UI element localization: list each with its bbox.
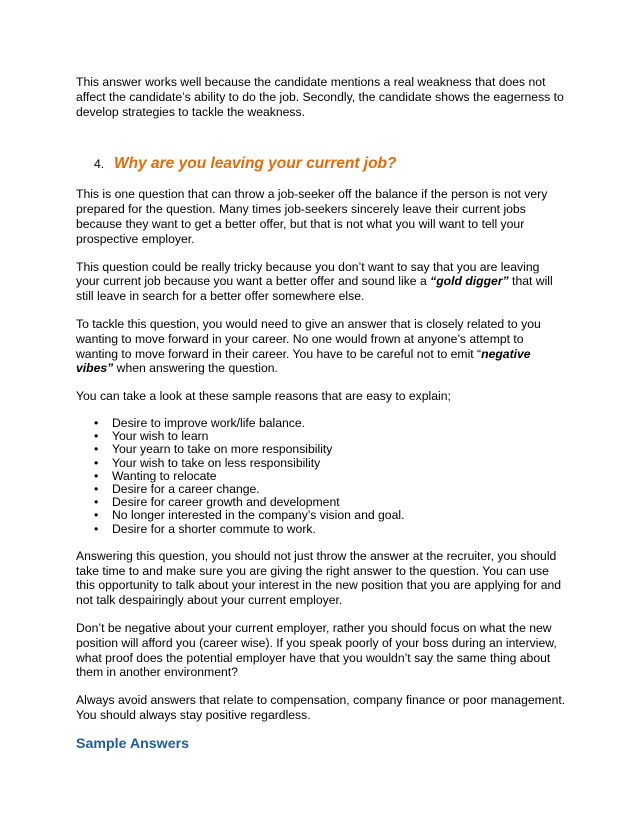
bullet-icon: •: [94, 442, 99, 457]
bullet-icon: •: [94, 415, 99, 430]
question-heading: [76, 155, 566, 173]
list-item: [76, 523, 566, 536]
bullet-icon: •: [94, 495, 99, 510]
list-item-text: No longer interested in the company’s vision and goal.: [112, 508, 405, 523]
list-item-text: Your yearn to take on more responsibility: [112, 442, 333, 457]
paragraph-4: You can take a look at these sample reasons that are easy to explain;: [76, 389, 451, 404]
question-title: Why are you leaving your current job?: [114, 155, 397, 173]
list-item-text: Wanting to relocate: [112, 468, 217, 483]
question-number: 4.: [94, 157, 105, 172]
list-item-text: Desire for a career change.: [112, 481, 260, 496]
list-item-text: Your wish to take on less responsibility: [112, 455, 321, 470]
bullet-icon: •: [94, 455, 99, 470]
paragraph-3: [76, 317, 566, 376]
reasons-list: [76, 417, 566, 536]
paragraph-6: Don’t be negative about your current employer, rather you should focus on what the new position will afford you (career wise). If you speak poorly of your boss during an interview, what proof does the potential employer have that you wouldn’t say the same thing about them in another environment?: [76, 620, 557, 680]
list-item-text: Desire to improve work/life balance.: [112, 415, 306, 430]
bullet-icon: •: [94, 429, 99, 444]
paragraph-5: Answering this question, you should not just throw the answer at the recruiter, you should take time to and make sure you are giving the right answer to the question. You can use this opportunity to talk about your interest in the new position that you are applying for and not talk despairingly about your current employer.: [76, 548, 562, 608]
page-content: [76, 75, 566, 752]
list-item-text: Desire for career growth and development: [112, 495, 340, 510]
bullet-icon: •: [94, 468, 99, 483]
sample-answers-heading: Sample Answers: [76, 735, 190, 752]
paragraph-2-text-end: that will still leave in search for a better offer somewhere else.: [76, 274, 553, 304]
list-item-text: Desire for a shorter commute to work.: [112, 521, 316, 536]
list-item-text: Your wish to learn: [112, 429, 209, 444]
gold-digger-emphasis: “gold digger”: [430, 274, 509, 289]
paragraph-7: Always avoid answers that relate to compensation, company finance or poor management. You should always stay positive regardless.: [76, 693, 566, 722]
paragraph-2-text-start: This question could be really tricky because you don’t want to say that you are leaving your current job because you want a better offer and sound like a: [76, 259, 540, 289]
intro-paragraph: This answer works well because the candidate mentions a real weakness that does not affect the candidate’s ability to do the job. Secondly, the candidate shows the eagerness to develop strategies to tackle the weakness.: [76, 75, 564, 119]
bullet-icon: •: [94, 481, 99, 496]
bullet-icon: •: [94, 508, 99, 523]
paragraph-3-text-start: To tackle this question, you would need to give an answer that is closely related to you wanting to move forward in your career. No one would frown at anyone’s attempt to wanting to move forward in their career. You have to be careful not to emit “: [76, 316, 541, 361]
negative-vibes-emphasis: negative vibes”: [76, 346, 531, 376]
paragraph-2: [76, 260, 566, 304]
paragraph-1: This is one question that can throw a job-seeker off the balance if the person is not very prepared for the question. Many times job-seekers sincerely leave their current jobs because they want to get a better offer, but that is not what you will want to tell your prospective employer.: [76, 187, 548, 246]
paragraph-3-text-end: when answering the question.: [113, 361, 278, 376]
bullet-icon: •: [94, 521, 99, 536]
